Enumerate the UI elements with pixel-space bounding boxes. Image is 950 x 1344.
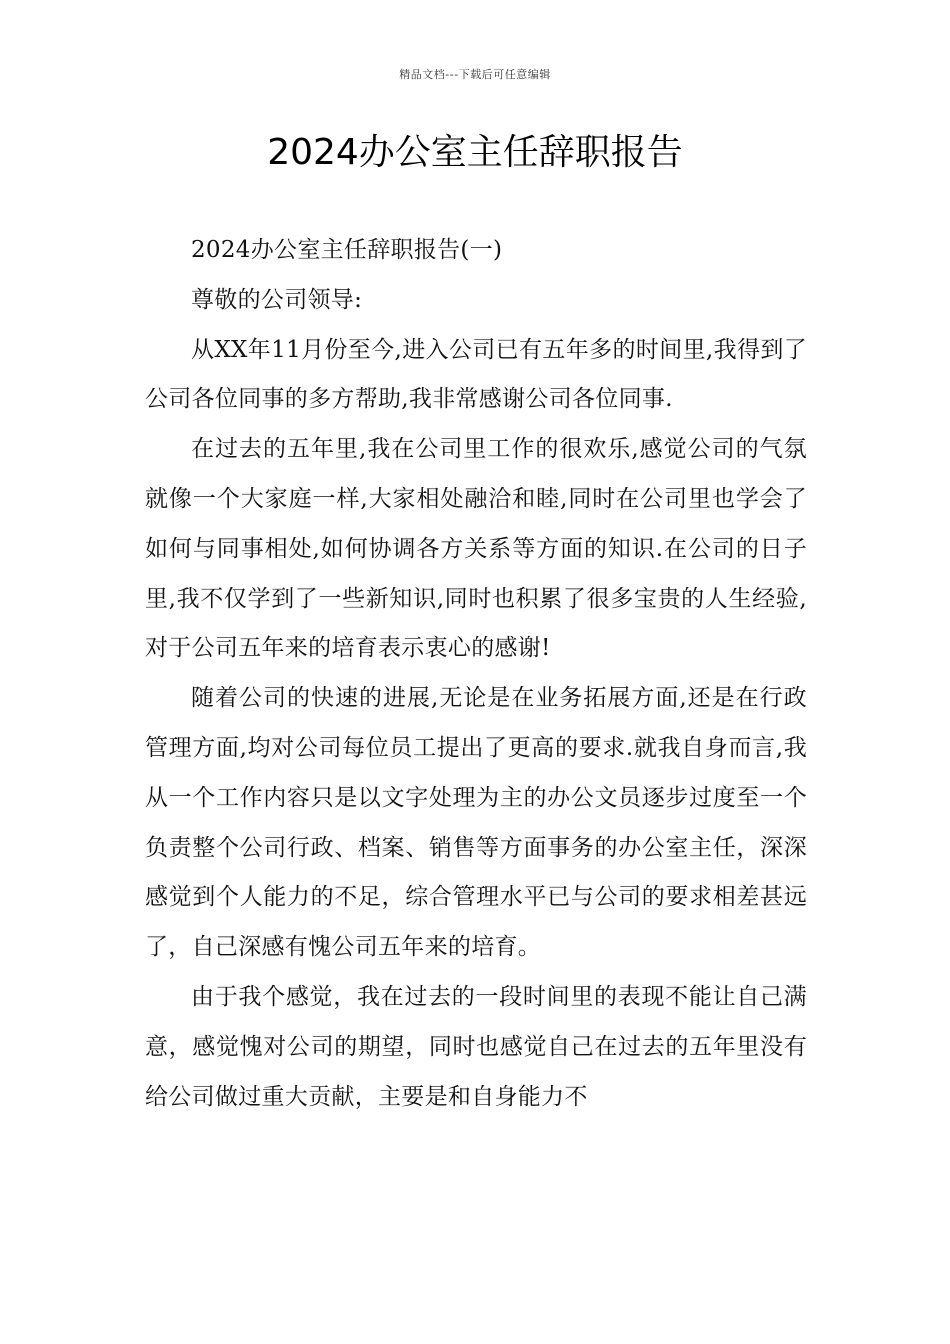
paragraph: 随着公司的快速的进展,无论是在业务拓展方面,还是在行政管理方面,均对公司每位员工提出了更高的要求.就我自身而言,我从一个工作内容只是以文字处理为主的办公文员逐步过度至一个负责整个公司行政、档案、销售等方面事务的办公室主任，深深感觉到个人能力的不足，综合管理水平已与公司的要求相差甚远了，自己深感有愧公司五年来的培育。 xyxy=(145,685,807,961)
paragraph-subtitle: 2024办公室主任辞职报告(一) xyxy=(191,237,503,263)
paragraph: 由于我个感觉，我在过去的一段时间里的表现不能让自己满意，感觉愧对公司的期望，同时也感觉自己在过去的五年里没有给公司做过重大贡献，主要是和自身能力不 xyxy=(145,983,807,1110)
header-note: 精品文档---下载后可任意编辑 xyxy=(399,68,551,81)
paragraph: 在过去的五年里,我在公司里工作的很欢乐,感觉公司的气氛就像一个大家庭一样,大家相处融洽和睦,同时在公司里也学会了如何与同事相处,如何协调各方关系等方面的知识.在公司的日子里,我不仅学到了一些新知识,同时也积累了很多宝贵的人生经验,对于公司五年来的培育表示衷心的感谢! xyxy=(145,436,807,662)
document-body xyxy=(145,226,807,1122)
paragraph: 从XX年11月份至今,进入公司已有五年多的时间里,我得到了公司各位同事的多方帮助,我非常感谢公司各位同事. xyxy=(145,336,807,413)
document-title: 2024办公室主任辞职报告 xyxy=(267,132,683,173)
paragraph-salutation: 尊敬的公司领导: xyxy=(191,286,363,313)
